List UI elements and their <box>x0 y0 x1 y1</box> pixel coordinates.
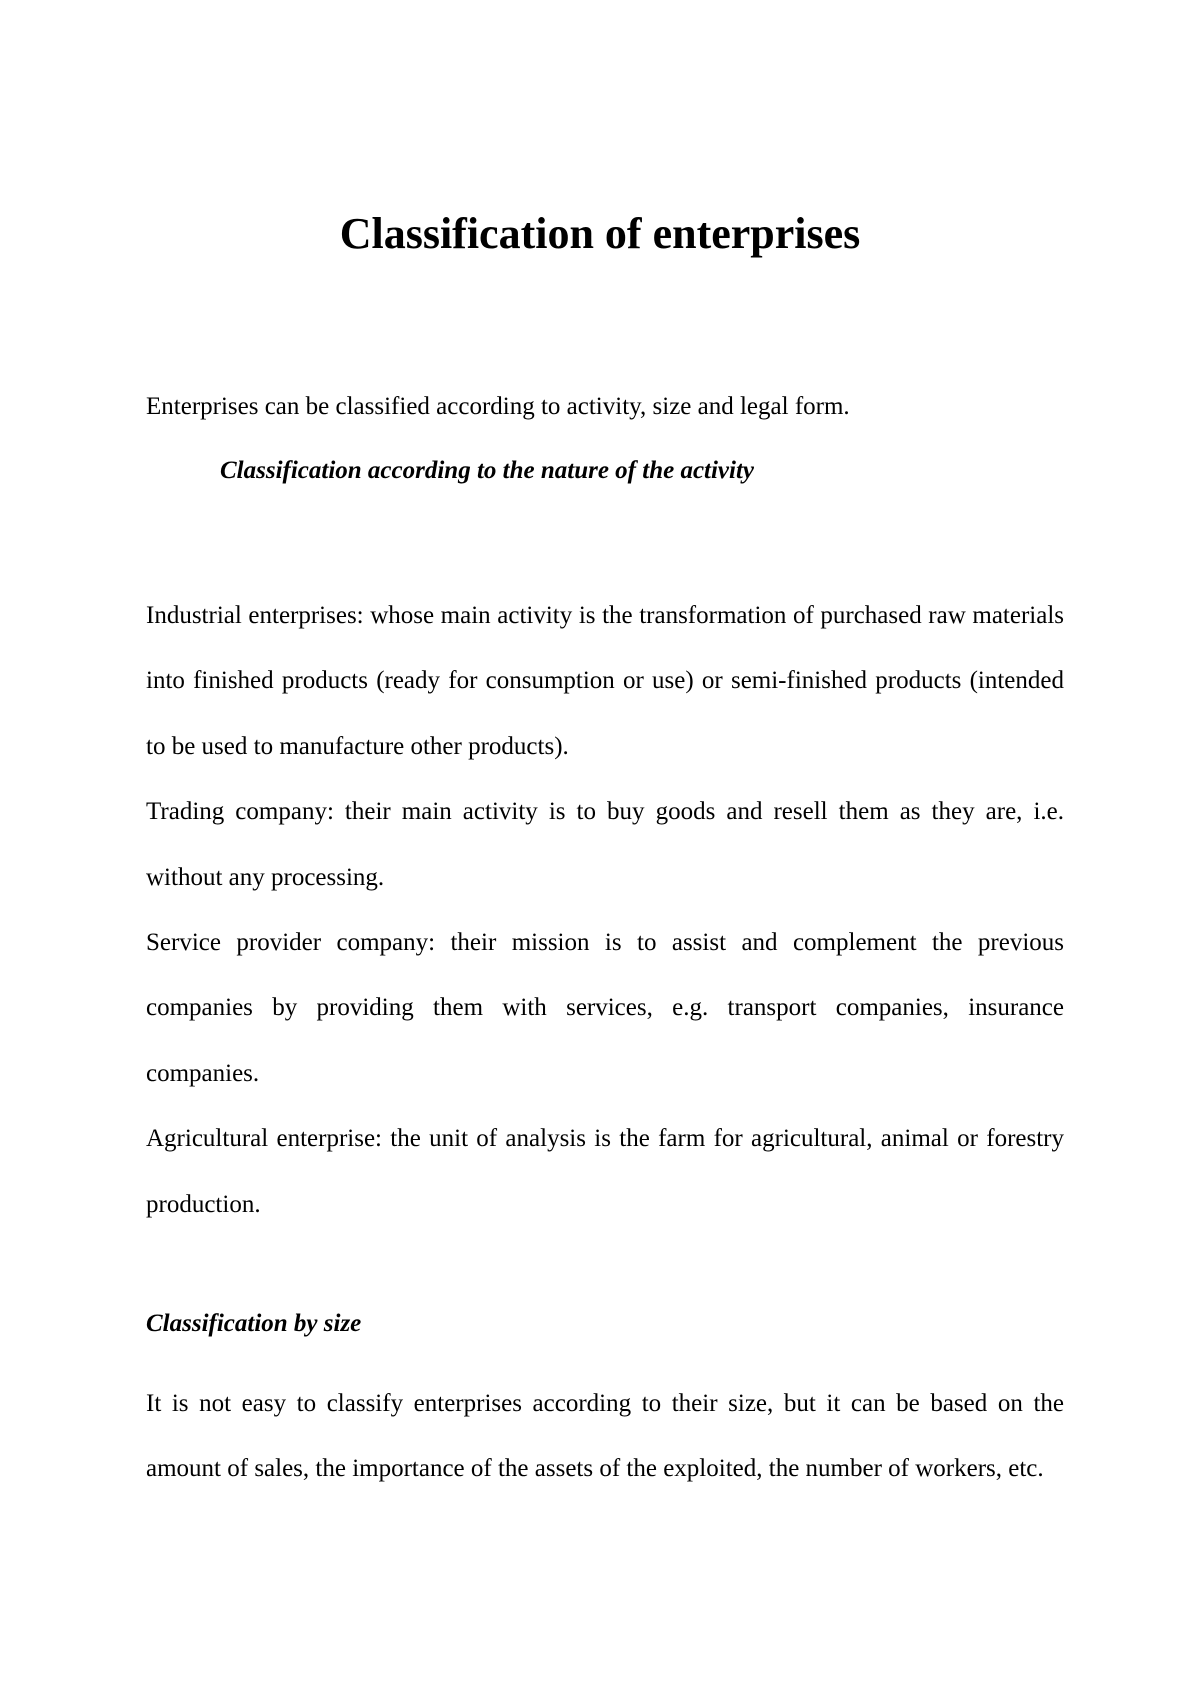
section-heading-size: Classification by size <box>146 1310 362 1337</box>
section-body-size <box>146 1371 1064 1502</box>
paragraph-trading: Trading company: their main activity is to buy goods and resell them as they are, i.e. without any processing. <box>146 798 1064 891</box>
paragraph-industrial: Industrial enterprises: whose main activity is the transformation of purchased raw materials into finished products (ready for consumption or use) or semi-finished products (intended to be used to manufacture other products). <box>146 602 1064 760</box>
paragraph-size: It is not easy to classify enterprises according to their size, but it can be based on the amount of sales, the importance of the assets of the exploited, the number of workers, etc. <box>146 1390 1064 1483</box>
paragraph-agricultural: Agricultural enterprise: the unit of analysis is the farm for agricultural, animal or forestry production. <box>146 1125 1064 1218</box>
paragraph-service: Service provider company: their mission is to assist and complement the previous companies by providing them with services, e.g. transport companies, insurance companies. <box>146 929 1064 1087</box>
page-title: Classification of enterprises <box>339 209 861 258</box>
intro-paragraph: Enterprises can be classified according to activity, size and legal form. <box>146 393 850 420</box>
section-heading-activity: Classification according to the nature of the activity <box>220 457 755 484</box>
section-body-activity <box>146 583 1064 1237</box>
